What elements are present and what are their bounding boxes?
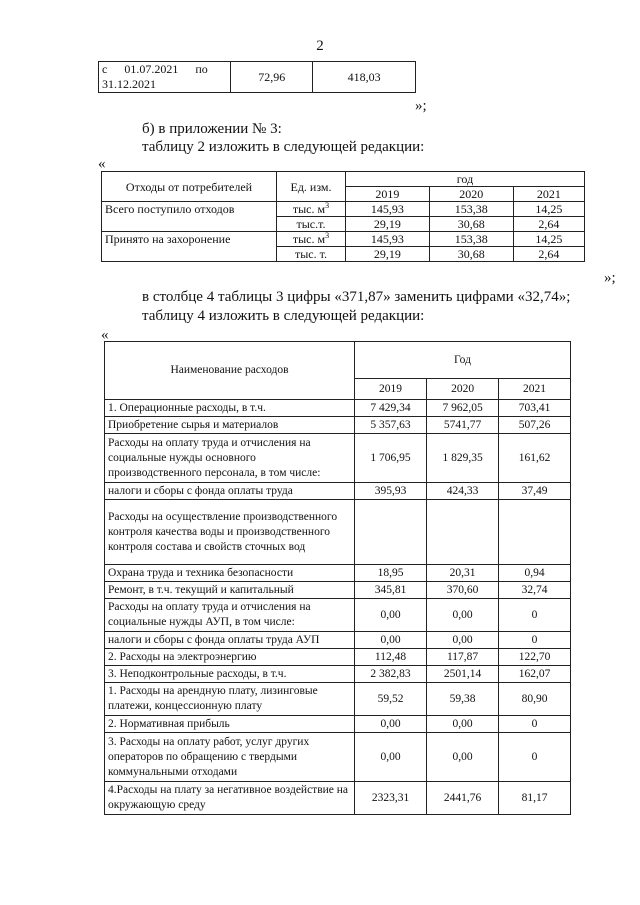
waste-year-2019: 2019 — [346, 187, 430, 202]
expense-value: 0,00 — [354, 733, 426, 782]
expense-name: Расходы на оплату труда и отчисления на социальные нужды основного производственного персонала, в том числе: — [105, 434, 355, 483]
expense-value: 424,33 — [427, 483, 499, 500]
table-row — [105, 400, 571, 417]
expense-value: 507,26 — [499, 417, 571, 434]
expense-value: 32,74 — [499, 582, 571, 599]
period-table — [98, 61, 416, 93]
waste-cell: 30,68 — [429, 247, 513, 262]
expense-name: 2. Нормативная прибыль — [105, 716, 355, 733]
expense-name: налоги и сборы с фонда оплаты труда АУП — [105, 632, 355, 649]
expenses-table — [104, 341, 571, 815]
table-row — [105, 483, 571, 500]
table-row — [105, 649, 571, 666]
expense-value: 2323,31 — [354, 782, 426, 815]
closing-quote-1: »; — [415, 98, 427, 114]
expenses-header-name: Наименование расходов — [105, 342, 355, 400]
waste-row-name: Всего поступило отходов — [102, 202, 277, 232]
expense-value: 161,62 — [499, 434, 571, 483]
waste-year-2021: 2021 — [513, 187, 584, 202]
table-row — [105, 716, 571, 733]
expense-value: 0,00 — [427, 716, 499, 733]
expense-name: 4.Расходы на плату за негативное воздействие на окружающую среду — [105, 782, 355, 815]
waste-cell: 2,64 — [513, 217, 584, 232]
waste-cell: 153,38 — [429, 202, 513, 217]
expense-name: Расходы на осуществление производственного контроля качества воды и производственного контроля состава и свойств сточных вод — [105, 500, 355, 565]
period-value-2: 418,03 — [313, 62, 416, 93]
expense-value: 0,00 — [427, 632, 499, 649]
waste-cell: 145,93 — [346, 232, 430, 247]
expense-value: 2501,14 — [427, 666, 499, 683]
waste-header-consumers: Отходы от потребителей — [102, 172, 277, 202]
period-value-1: 72,96 — [231, 62, 313, 93]
expense-value — [354, 500, 426, 565]
waste-table — [101, 171, 585, 262]
expense-value: 7 962,05 — [427, 400, 499, 417]
table-row — [102, 202, 585, 217]
expense-value: 703,41 — [499, 400, 571, 417]
expense-value: 1 706,95 — [354, 434, 426, 483]
expense-value: 81,17 — [499, 782, 571, 815]
expense-value: 5 357,63 — [354, 417, 426, 434]
expenses-year-2019: 2019 — [354, 379, 426, 400]
expense-value: 162,07 — [499, 666, 571, 683]
expense-name: 3. Расходы на оплату работ, услуг других операторов по обращению с твердыми коммунальными отходами — [105, 733, 355, 782]
expense-value: 117,87 — [427, 649, 499, 666]
expense-value: 0,00 — [427, 599, 499, 632]
expense-value: 7 429,34 — [354, 400, 426, 417]
expense-name: 1. Операционные расходы, в т.ч. — [105, 400, 355, 417]
waste-cell: 29,19 — [346, 217, 430, 232]
expense-value — [499, 500, 571, 565]
expense-value: 370,60 — [427, 582, 499, 599]
waste-header-unit: Ед. изм. — [277, 172, 346, 202]
table-row — [105, 582, 571, 599]
expense-value: 0,00 — [427, 733, 499, 782]
expense-name: Расходы на оплату труда и отчисления на социальные нужды АУП, в том числе: — [105, 599, 355, 632]
table-row — [105, 500, 571, 565]
expense-value: 2441,76 — [427, 782, 499, 815]
expense-value: 18,95 — [354, 565, 426, 582]
expense-value — [427, 500, 499, 565]
expense-value: 20,31 — [427, 565, 499, 582]
waste-cell: 153,38 — [429, 232, 513, 247]
expense-value: 0,94 — [499, 565, 571, 582]
opening-quote-2: « — [101, 327, 109, 343]
expense-value: 0,00 — [354, 632, 426, 649]
expense-value: 122,70 — [499, 649, 571, 666]
table-row — [102, 232, 585, 247]
period-line1: с 01.07.2021 по — [102, 62, 208, 76]
waste-cell: 29,19 — [346, 247, 430, 262]
expense-value: 0,00 — [354, 599, 426, 632]
expense-value: 0 — [499, 716, 571, 733]
waste-year-2020: 2020 — [429, 187, 513, 202]
table-row — [105, 632, 571, 649]
paragraph-table4: таблицу 4 изложить в следующей редакции: — [142, 308, 425, 324]
waste-row-unit: тыс.т. — [277, 217, 346, 232]
waste-cell: 14,25 — [513, 202, 584, 217]
expense-value: 5741,77 — [427, 417, 499, 434]
page-number: 2 — [316, 38, 324, 54]
paragraph-table2: таблицу 2 изложить в следующей редакции: — [142, 139, 425, 155]
waste-row-name: Принято на захоронение — [102, 232, 277, 262]
opening-quote-1: « — [98, 156, 106, 172]
closing-quote-2: »; — [604, 270, 616, 286]
period-cell — [99, 62, 231, 93]
expense-value: 0,00 — [354, 716, 426, 733]
table-row — [105, 565, 571, 582]
waste-cell: 30,68 — [429, 217, 513, 232]
table-row — [105, 417, 571, 434]
waste-row-unit: тыс. $м^3$ — [277, 202, 346, 217]
waste-header-year: год — [346, 172, 585, 187]
expense-name: Охрана труда и техника безопасности — [105, 565, 355, 582]
waste-cell: 14,25 — [513, 232, 584, 247]
expense-value: 345,81 — [354, 582, 426, 599]
expense-value: 37,49 — [499, 483, 571, 500]
expense-value: 59,52 — [354, 683, 426, 716]
expense-name: Приобретение сырья и материалов — [105, 417, 355, 434]
expenses-header-year: Год — [354, 342, 570, 379]
expense-value: 0 — [499, 632, 571, 649]
expense-value: 395,93 — [354, 483, 426, 500]
expense-name: налоги и сборы с фонда оплаты труда — [105, 483, 355, 500]
period-line2: 31.12.2021 — [102, 77, 156, 91]
expense-value: 0 — [499, 733, 571, 782]
table-row — [105, 434, 571, 483]
expenses-year-2021: 2021 — [499, 379, 571, 400]
expense-name: Ремонт, в т.ч. текущий и капитальный — [105, 582, 355, 599]
expense-name: 1. Расходы на арендную плату, лизинговые платежи, концессионную плату — [105, 683, 355, 716]
waste-cell: 145,93 — [346, 202, 430, 217]
expense-value: 0 — [499, 599, 571, 632]
table-row — [105, 683, 571, 716]
table-row — [105, 599, 571, 632]
table-row — [105, 733, 571, 782]
paragraph-col4: в столбце 4 таблицы 3 цифры «371,87» заменить цифрами «32,74»; — [142, 289, 571, 305]
waste-cell: 2,64 — [513, 247, 584, 262]
expenses-year-2020: 2020 — [427, 379, 499, 400]
table-row — [105, 782, 571, 815]
expense-name: 3. Неподконтрольные расходы, в т.ч. — [105, 666, 355, 683]
paragraph-b: б) в приложении № 3: — [142, 121, 282, 137]
expense-value: 59,38 — [427, 683, 499, 716]
expense-value: 80,90 — [499, 683, 571, 716]
expenses-body — [105, 400, 571, 815]
table-row — [105, 666, 571, 683]
expense-value: 2 382,83 — [354, 666, 426, 683]
waste-row-unit: тыс. $м^3$ — [277, 232, 346, 247]
waste-row-unit: тыс. т. — [277, 247, 346, 262]
expense-value: 1 829,35 — [427, 434, 499, 483]
expense-name: 2. Расходы на электроэнергию — [105, 649, 355, 666]
expense-value: 112,48 — [354, 649, 426, 666]
